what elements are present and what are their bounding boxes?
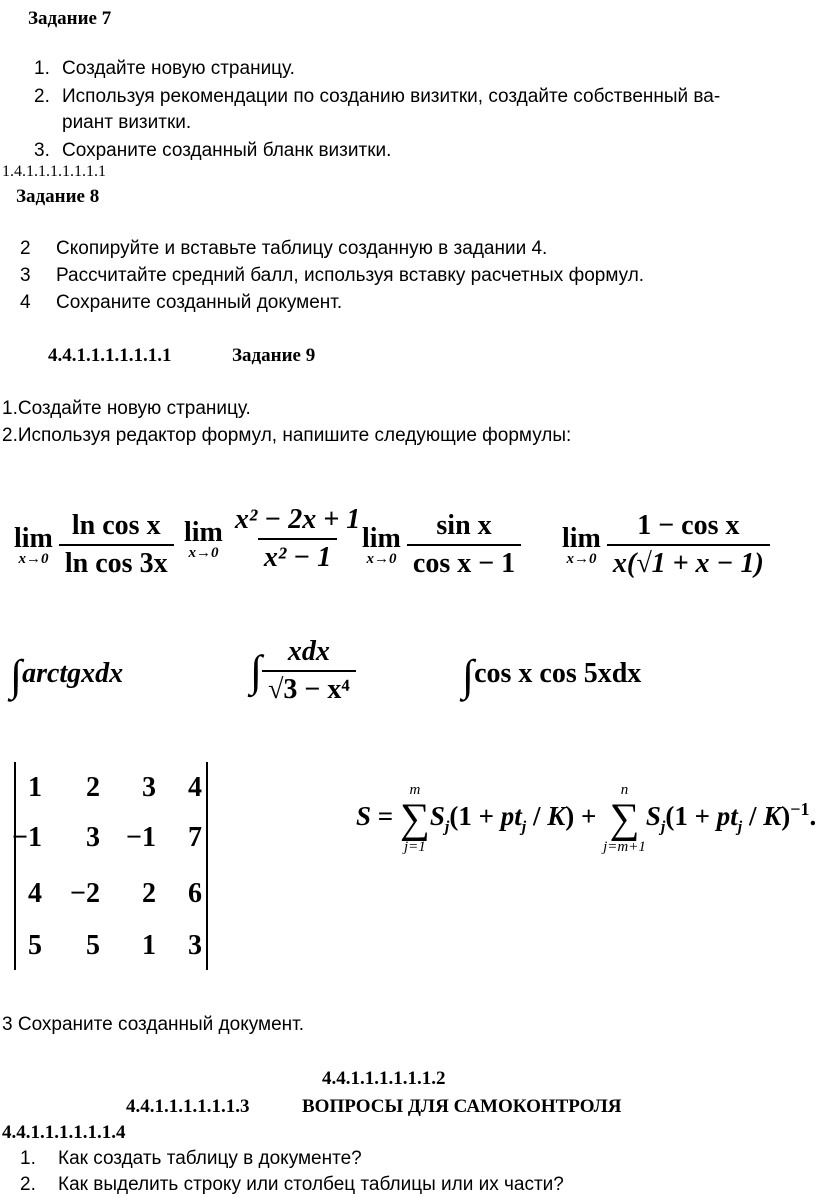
section-number-3: 4.4.1.1.1.1.1.1.3 bbox=[126, 1096, 250, 1117]
matrix-cell: 6 bbox=[188, 878, 202, 909]
matrix-cell: 2 bbox=[86, 772, 100, 803]
save-document-line: 3 Сохраните созданный документ. bbox=[2, 1014, 305, 1035]
matrix-cell: 3 bbox=[188, 930, 202, 961]
task7-heading: Задание 7 bbox=[28, 8, 112, 29]
formula-integral-2: ∫ $\frac{\text{xdx}}{\text{√3 − x⁴}}$ bbox=[250, 636, 356, 706]
matrix-cell: 1 bbox=[142, 930, 156, 961]
formula-limit-1: lim x→0 $\frac{\text{ln cos x}}{\text{ln cos 3x}}$ bbox=[14, 510, 174, 580]
matrix-cell: 7 bbox=[188, 822, 202, 853]
task9-heading: Задание 9 bbox=[232, 345, 316, 366]
matrix-cell: 5 bbox=[86, 930, 100, 961]
matrix-cell: 1 bbox=[28, 772, 42, 803]
formula-integral-1: ∫arctgxdx bbox=[10, 651, 124, 700]
formula-integral-3: ∫cos x cos 5xdx bbox=[462, 651, 642, 700]
questions-heading: ВОПРОСЫ ДЛЯ САМОКОНТРОЛЯ bbox=[302, 1096, 622, 1117]
matrix-cell: 3 bbox=[86, 822, 100, 853]
matrix-cell: −1 bbox=[12, 822, 42, 853]
formula-limit-2: lim x→0 $\frac{\text{x² − 2x + 1}}{\text{x² − 1}}$ bbox=[184, 504, 361, 573]
task9-number: 4.4.1.1.1.1.1.1.1 bbox=[48, 345, 172, 366]
formula-sum: S = m ∑ j=1 $S_j(1 + pt_j / K)$ + n ∑ j=m+1 $S_j(1 + pt_j / K)^{-1}$. bbox=[356, 782, 816, 855]
task8-heading: Задание 8 bbox=[16, 186, 100, 207]
formula-limit-3: lim x→0 $\frac{\text{sin x}}{\text{cos x − 1}}$ bbox=[362, 510, 521, 580]
section-number-2: 4.4.1.1.1.1.1.1.2 bbox=[322, 1068, 446, 1089]
matrix-cell: −2 bbox=[70, 878, 100, 909]
task9-line-2: 2.Используя редактор формул, напишите следующие формулы: bbox=[2, 425, 572, 446]
matrix-cell: 5 bbox=[28, 930, 42, 961]
task9-line-1: 1.Создайте новую страницу. bbox=[2, 398, 251, 419]
matrix-cell: 3 bbox=[142, 772, 156, 803]
section-number-4: 4.4.1.1.1.1.1.1.4 bbox=[2, 1122, 126, 1143]
matrix-cell: 2 bbox=[142, 878, 156, 909]
section-number-1: 1.4.1.1.1.1.1.1.1 bbox=[2, 163, 106, 180]
matrix-cell: 4 bbox=[188, 772, 202, 803]
matrix-cell: −1 bbox=[126, 822, 156, 853]
formula-limit-4: lim x→0 $\frac{\text{1 − cos x}}{x(√1 + x - 1)}$ bbox=[562, 510, 770, 580]
determinant-matrix bbox=[14, 762, 208, 970]
matrix-cell: 4 bbox=[28, 878, 42, 909]
